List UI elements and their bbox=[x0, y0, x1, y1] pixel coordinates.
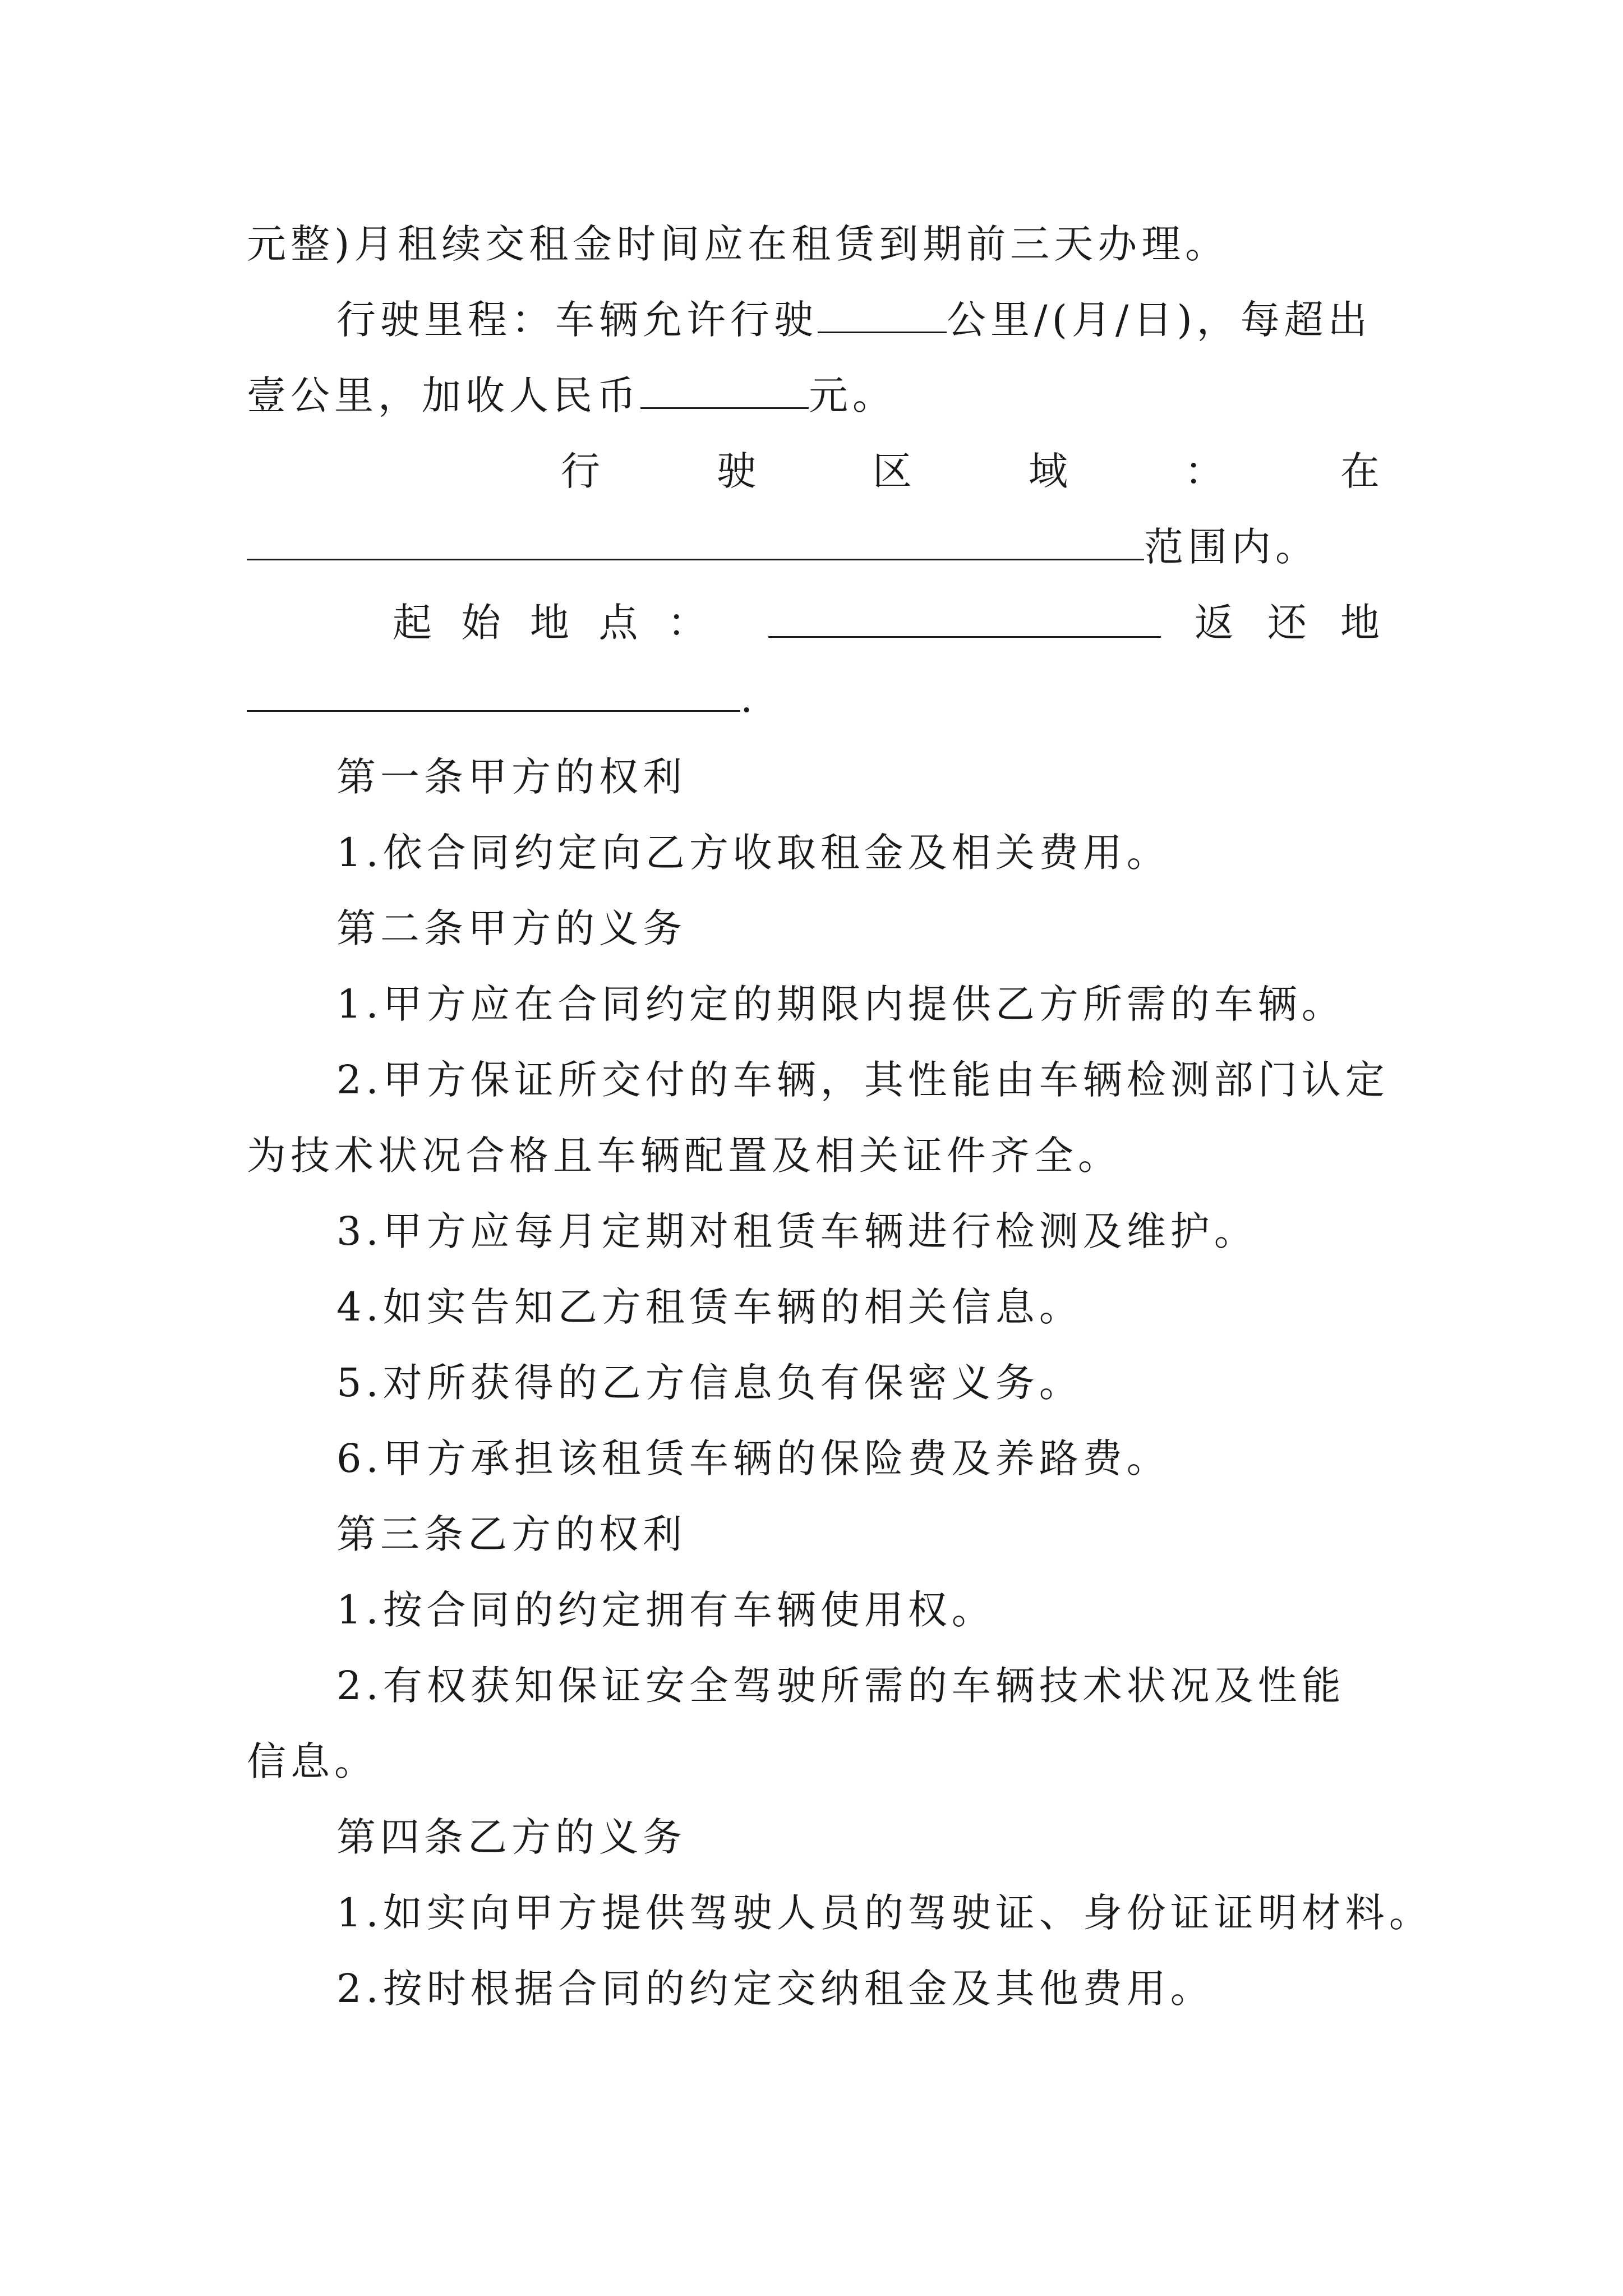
clause-heading: 第一条甲方的权利 bbox=[336, 754, 686, 800]
driving-area-end: 范围内。 bbox=[1144, 524, 1319, 570]
return-location-label bbox=[1195, 595, 1380, 651]
start-location-label bbox=[393, 595, 707, 651]
extra-fee-line bbox=[247, 367, 1380, 424]
clause-item: 4.如实告知乙方租赁车辆的相关信息。 bbox=[336, 1284, 1083, 1330]
extra-fee-blank bbox=[640, 370, 809, 409]
area-char: 驶 bbox=[717, 448, 756, 494]
mileage-blank bbox=[818, 295, 947, 333]
clause-item: 2.按时根据合同的约定交纳租金及其他费用。 bbox=[336, 1966, 1214, 2012]
clause-item: 2.有权获知保证安全驾驶所需的车辆技术状况及性能 bbox=[336, 1663, 1345, 1709]
return-location-blank bbox=[247, 673, 740, 712]
driving-area-line bbox=[561, 443, 1380, 499]
clause-item: 2.甲方保证所交付的车辆，其性能由车辆检测部门认定 bbox=[336, 1057, 1389, 1103]
clause-item-continuation: 信息。 bbox=[247, 1738, 378, 1784]
clause-item: 6.甲方承担该租赁车辆的保险费及养路费。 bbox=[336, 1435, 1170, 1481]
start-location-blank bbox=[768, 599, 1161, 638]
start-char: 点 bbox=[598, 600, 638, 646]
area-char: 域 bbox=[1029, 448, 1068, 494]
extra-fee-label: 壹公里，加收人民币 bbox=[247, 372, 640, 418]
clause-item-continuation: 为技术状况合格且车辆配置及相关证件齐全。 bbox=[247, 1133, 1122, 1179]
extra-fee-unit: 元。 bbox=[809, 372, 896, 418]
clause-item: 1.甲方应在合同约定的期限内提供乙方所需的车辆。 bbox=[336, 981, 1345, 1027]
clause-item: 1.依合同约定向乙方收取租金及相关费用。 bbox=[336, 830, 1170, 876]
mileage-line bbox=[336, 292, 1380, 348]
return-char: 还 bbox=[1267, 600, 1307, 646]
start-char: 始 bbox=[461, 600, 501, 646]
area-char: 在 bbox=[1340, 448, 1380, 494]
clause-heading: 第四条乙方的义务 bbox=[336, 1814, 686, 1860]
return-location-end: . bbox=[740, 675, 758, 721]
mileage-unit: 公里/(月/日)，每超出 bbox=[947, 297, 1372, 343]
clause-item: 1.按合同的约定拥有车辆使用权。 bbox=[336, 1587, 995, 1633]
clause-item: 5.对所获得的乙方信息负有保密义务。 bbox=[336, 1360, 1083, 1406]
mileage-label: 行驶里程：车辆允许行驶 bbox=[336, 297, 818, 343]
clause-item: 3.甲方应每月定期对租赁车辆进行检测及维护。 bbox=[336, 1208, 1258, 1254]
rent-renewal-line bbox=[247, 216, 1380, 272]
driving-area-range-line bbox=[247, 519, 1380, 575]
return-location-line bbox=[247, 670, 1380, 726]
rent-renewal-text: 元整)月租续交租金时间应在租赁到期前三天办理。 bbox=[247, 221, 1229, 267]
area-char: 区 bbox=[873, 448, 912, 494]
start-char: 起 bbox=[393, 600, 432, 646]
area-char: ： bbox=[1184, 448, 1224, 494]
return-char: 地 bbox=[1340, 600, 1380, 646]
area-char: 行 bbox=[561, 448, 600, 494]
clause-item: 1.如实向甲方提供驾驶人员的驾驶证、身份证证明材料。 bbox=[336, 1890, 1433, 1936]
start-char: 地 bbox=[530, 600, 569, 646]
return-char: 返 bbox=[1195, 600, 1234, 646]
driving-area-blank bbox=[247, 522, 1144, 560]
start-char: ： bbox=[667, 600, 707, 646]
clause-heading: 第三条乙方的权利 bbox=[336, 1511, 686, 1557]
clause-heading: 第二条甲方的义务 bbox=[336, 905, 686, 951]
